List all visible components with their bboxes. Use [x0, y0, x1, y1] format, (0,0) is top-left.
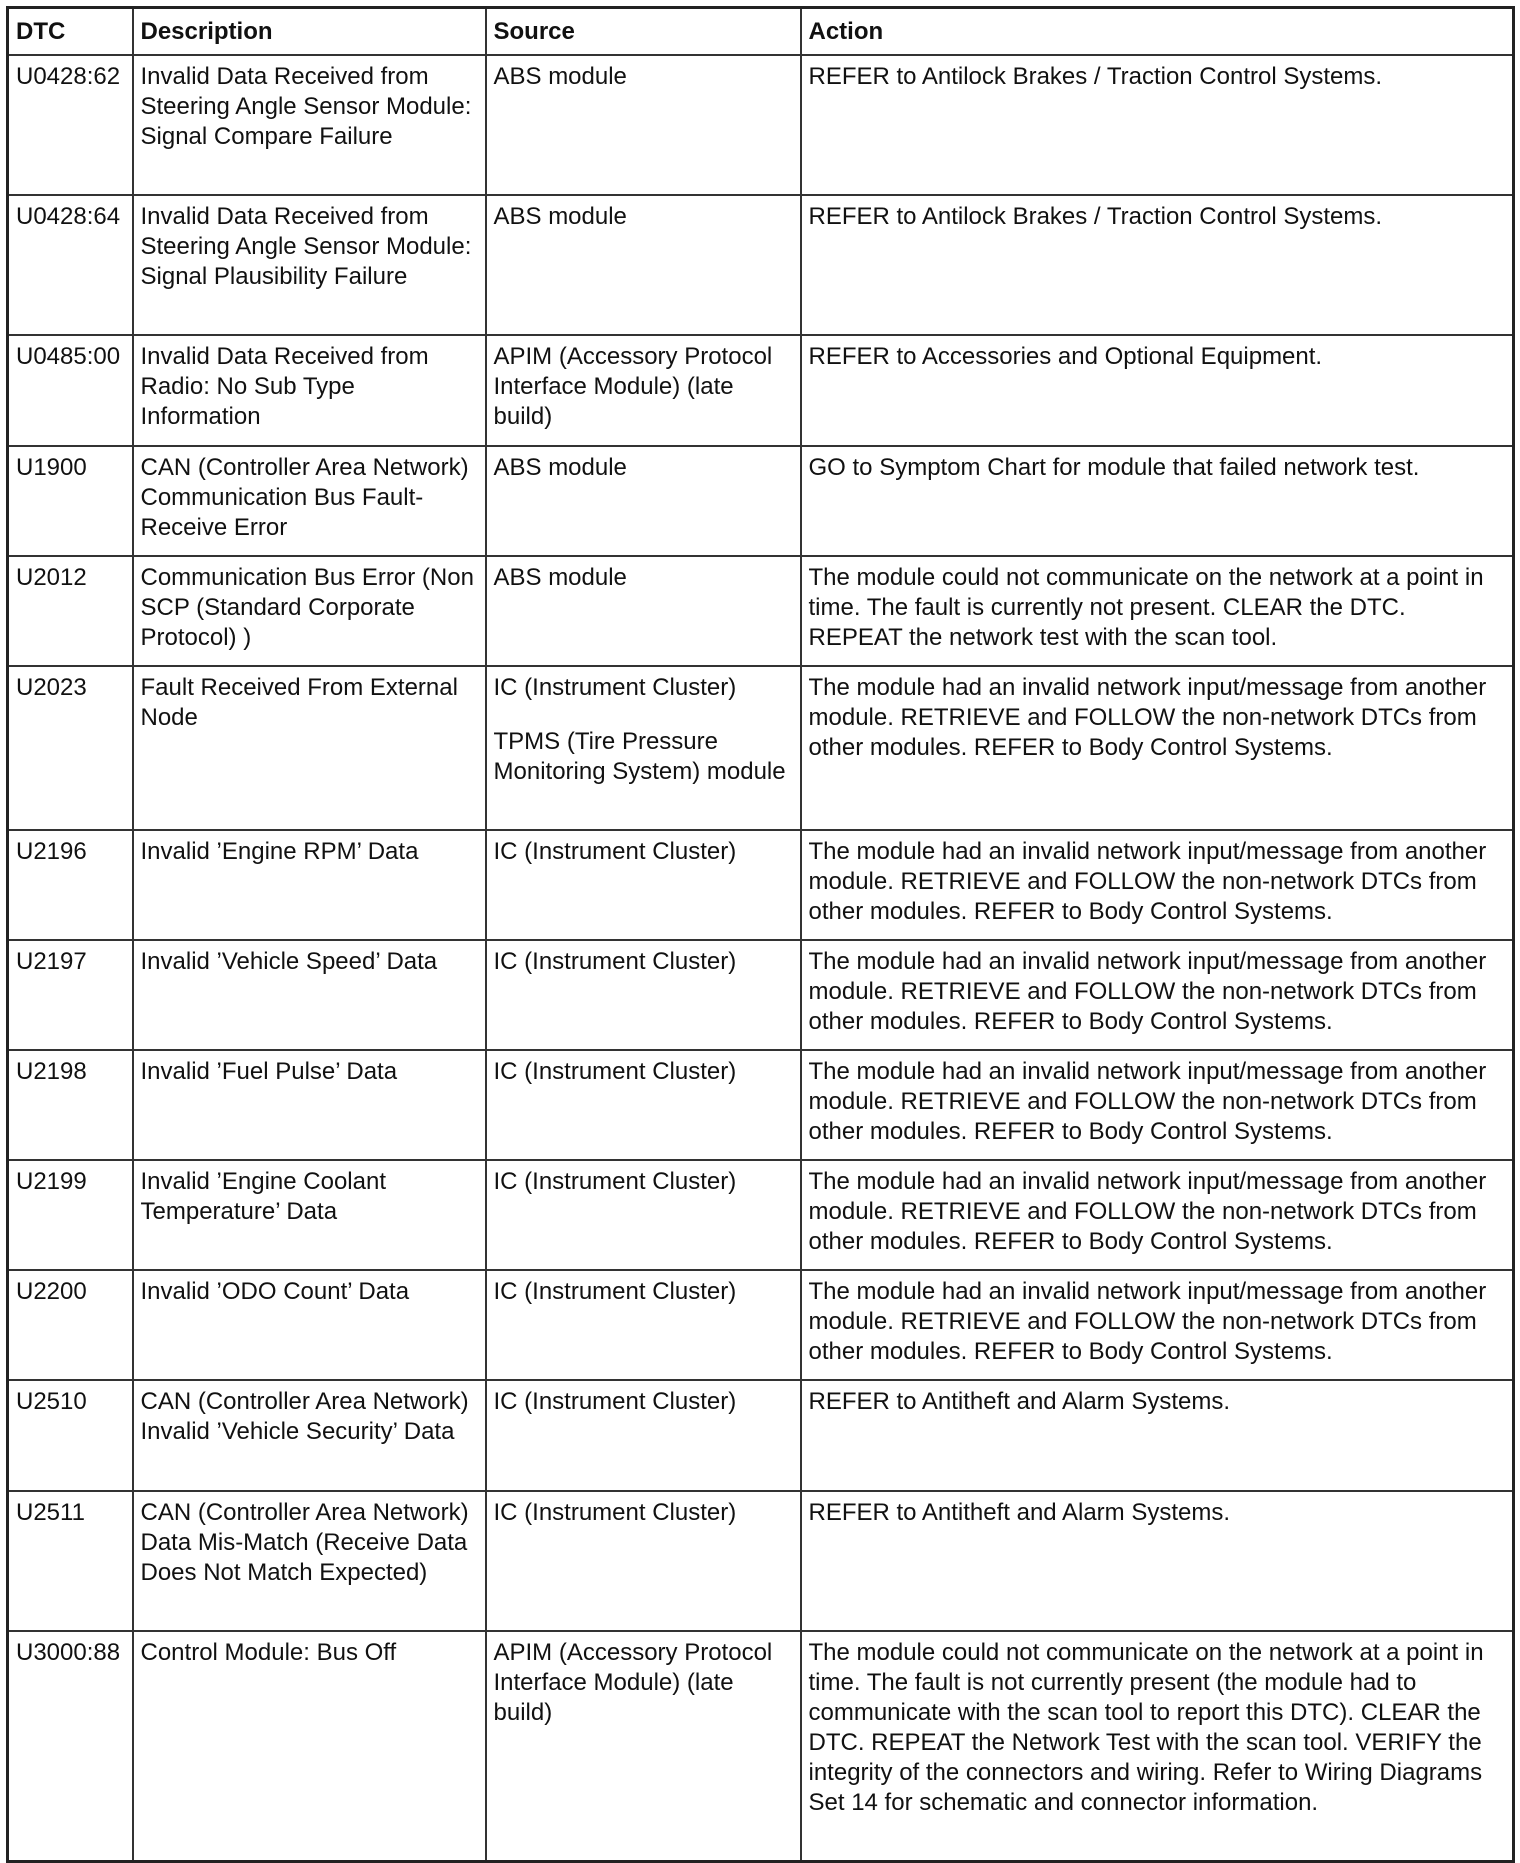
source-text: IC (Instrument Cluster): [493, 674, 737, 701]
dtc-code-cell: U2198: [8, 1050, 133, 1160]
description-cell: Invalid Data Received from Steering Angle Sensor Module: Signal Compare Failure: [133, 55, 486, 195]
column-header-action: Action: [801, 8, 1514, 56]
description-cell: CAN (Controller Area Network) Communication Bus Fault-Receive Error: [133, 446, 486, 556]
dtc-code-cell: U1900: [8, 446, 133, 556]
table-row: [8, 1631, 1514, 1862]
source-text: ABS module: [493, 564, 627, 591]
source-text: APIM (Accessory Protocol Interface Module) (late build): [493, 1639, 773, 1726]
table-row: [8, 335, 1514, 446]
description-cell: Control Module: Bus Off: [133, 1631, 486, 1862]
table-row: [8, 940, 1514, 1050]
dtc-code-cell: U2510: [8, 1380, 133, 1491]
source-text: IC (Instrument Cluster): [493, 1058, 737, 1085]
source-cell: [486, 830, 801, 940]
column-header-source: Source: [486, 8, 801, 56]
header-row: [8, 8, 1514, 56]
source-cell: [486, 195, 801, 335]
table-body: [8, 55, 1514, 1862]
source-cell: [486, 1270, 801, 1380]
action-cell: The module had an invalid network input/message from another module. RETRIEVE and FOLLOW the non-network DTCs from other modules. REFER to Body Control Systems.: [801, 1050, 1514, 1160]
dtc-code-cell: U2197: [8, 940, 133, 1050]
source-cell: [486, 940, 801, 1050]
table-row: [8, 666, 1514, 830]
description-cell: Invalid ’Vehicle Speed’ Data: [133, 940, 486, 1050]
source-cell: [486, 55, 801, 195]
source-cell: [486, 1631, 801, 1862]
source-text: ABS module: [493, 203, 627, 230]
source-text: IC (Instrument Cluster): [493, 948, 737, 975]
source-text: APIM (Accessory Protocol Interface Module) (late build): [493, 343, 773, 430]
column-header-dtc: DTC: [8, 8, 133, 56]
table-row: [8, 1050, 1514, 1160]
description-cell: Invalid ’Fuel Pulse’ Data: [133, 1050, 486, 1160]
source-text: ABS module: [493, 63, 627, 90]
action-cell: The module had an invalid network input/message from another module. RETRIEVE and FOLLOW the non-network DTCs from other modules. REFER to Body Control Systems.: [801, 666, 1514, 830]
action-cell: REFER to Antitheft and Alarm Systems.: [801, 1491, 1514, 1631]
table-row: [8, 1270, 1514, 1380]
source-spacer: [494, 703, 793, 727]
table-row: [8, 1380, 1514, 1491]
action-cell: REFER to Antitheft and Alarm Systems.: [801, 1380, 1514, 1491]
source-text: IC (Instrument Cluster): [493, 1388, 737, 1415]
source-text: ABS module: [493, 454, 627, 481]
column-header-description: Description: [133, 8, 486, 56]
dtc-code-cell: U2023: [8, 666, 133, 830]
table-row: [8, 195, 1514, 335]
description-cell: Invalid Data Received from Radio: No Sub Type Information: [133, 335, 486, 446]
description-cell: CAN (Controller Area Network) Data Mis-Match (Receive Data Does Not Match Expected): [133, 1491, 486, 1631]
dtc-code-cell: U2511: [8, 1491, 133, 1631]
dtc-code-cell: U2196: [8, 830, 133, 940]
source-text: IC (Instrument Cluster): [493, 1168, 737, 1195]
action-cell: GO to Symptom Chart for module that failed network test.: [801, 446, 1514, 556]
table-row: [8, 830, 1514, 940]
table-row: [8, 1491, 1514, 1631]
action-cell: REFER to Accessories and Optional Equipment.: [801, 335, 1514, 446]
source-cell: [486, 335, 801, 446]
dtc-code-cell: U3000:88: [8, 1631, 133, 1862]
source-cell: [486, 666, 801, 830]
source-cell: [486, 556, 801, 666]
description-cell: Communication Bus Error (Non SCP (Standard Corporate Protocol) ): [133, 556, 486, 666]
dtc-code-cell: U2200: [8, 1270, 133, 1380]
dtc-code-cell: U0428:62: [8, 55, 133, 195]
table-row: [8, 446, 1514, 556]
dtc-table-container: [6, 6, 1512, 1863]
action-cell: The module had an invalid network input/message from another module. RETRIEVE and FOLLOW the non-network DTCs from other modules. REFER to Body Control Systems.: [801, 1160, 1514, 1270]
description-cell: CAN (Controller Area Network) Invalid ’Vehicle Security’ Data: [133, 1380, 486, 1491]
source-cell: [486, 1160, 801, 1270]
table-row: [8, 1160, 1514, 1270]
action-cell: The module could not communicate on the network at a point in time. The fault is currently not present. CLEAR the DTC. REPEAT the network test with the scan tool.: [801, 556, 1514, 666]
source-text: IC (Instrument Cluster): [493, 1499, 737, 1526]
source-cell: [486, 446, 801, 556]
source-text: TPMS (Tire Pressure Monitoring System) module: [493, 728, 786, 785]
description-cell: Invalid Data Received from Steering Angle Sensor Module: Signal Plausibility Failure: [133, 195, 486, 335]
table-header: [8, 8, 1514, 56]
action-cell: REFER to Antilock Brakes / Traction Control Systems.: [801, 195, 1514, 335]
action-cell: The module had an invalid network input/message from another module. RETRIEVE and FOLLOW the non-network DTCs from other modules. REFER to Body Control Systems.: [801, 1270, 1514, 1380]
source-text: IC (Instrument Cluster): [493, 838, 737, 865]
description-cell: Invalid ’Engine Coolant Temperature’ Data: [133, 1160, 486, 1270]
table-row: [8, 556, 1514, 666]
dtc-code-cell: U0428:64: [8, 195, 133, 335]
dtc-code-cell: U2012: [8, 556, 133, 666]
dtc-table: [6, 6, 1515, 1863]
source-cell: [486, 1380, 801, 1491]
source-cell: [486, 1491, 801, 1631]
action-cell: The module could not communicate on the network at a point in time. The fault is not currently present (the module had to communicate with the scan tool to report this DTC). CLEAR the DTC. REPEAT the Network Test with the scan tool. VERIFY the integrity of the connectors and wiring. Refer to Wiring Diagrams Set 14 for schematic and connector information.: [801, 1631, 1514, 1862]
dtc-code-cell: U0485:00: [8, 335, 133, 446]
action-cell: REFER to Antilock Brakes / Traction Control Systems.: [801, 55, 1514, 195]
description-cell: Invalid ’Engine RPM’ Data: [133, 830, 486, 940]
action-cell: The module had an invalid network input/message from another module. RETRIEVE and FOLLOW the non-network DTCs from other modules. REFER to Body Control Systems.: [801, 830, 1514, 940]
source-text: IC (Instrument Cluster): [493, 1278, 737, 1305]
description-cell: Invalid ’ODO Count’ Data: [133, 1270, 486, 1380]
table-row: [8, 55, 1514, 195]
source-cell: [486, 1050, 801, 1160]
dtc-code-cell: U2199: [8, 1160, 133, 1270]
description-cell: Fault Received From External Node: [133, 666, 486, 830]
action-cell: The module had an invalid network input/message from another module. RETRIEVE and FOLLOW the non-network DTCs from other modules. REFER to Body Control Systems.: [801, 940, 1514, 1050]
